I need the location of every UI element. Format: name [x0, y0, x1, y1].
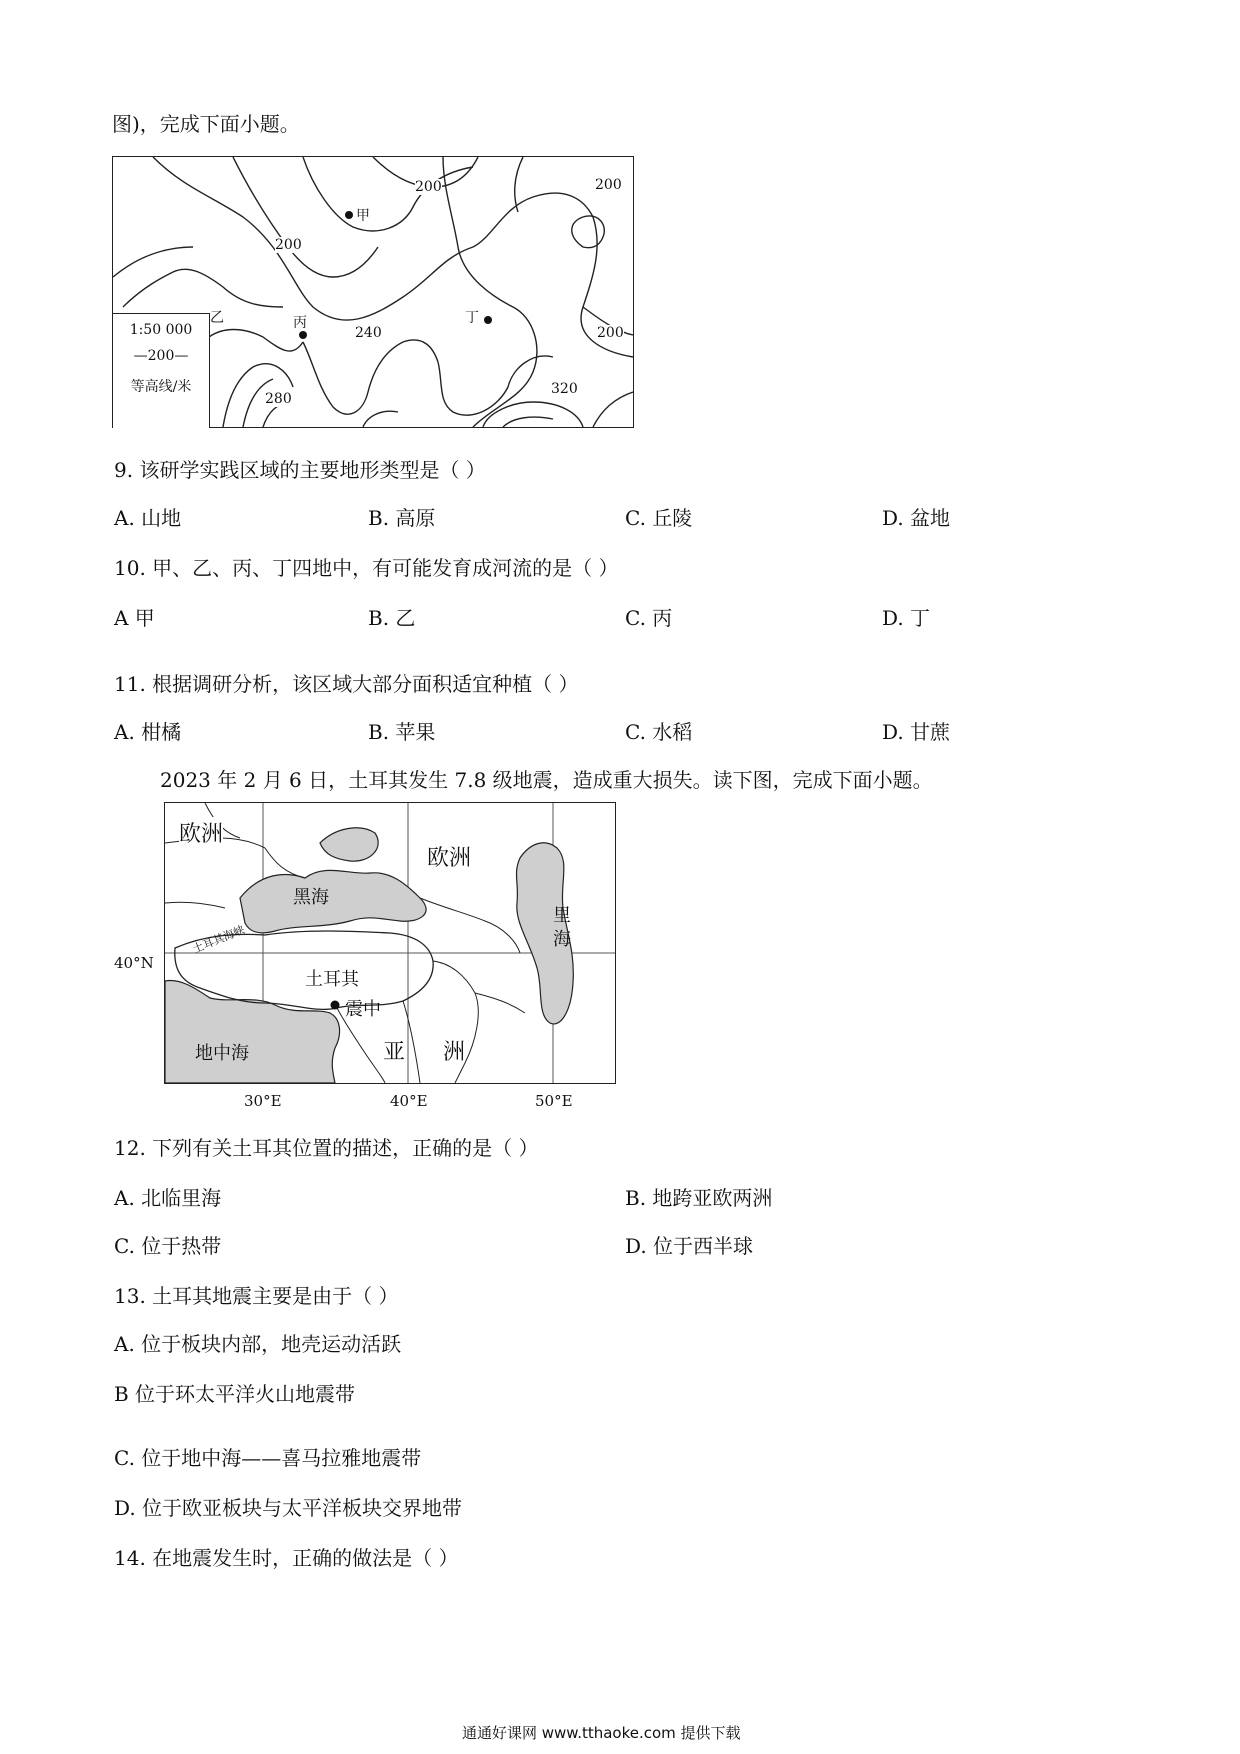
label-strait: 土耳其海峡	[190, 923, 247, 956]
lat-label: 40°N	[114, 954, 154, 972]
contour-value: 200	[275, 237, 302, 253]
label-turkey: 土耳其	[305, 969, 359, 990]
lon-label: 30°E	[244, 1092, 282, 1110]
question-stem: 9. 该研学实践区域的主要地形类型是（ ）	[114, 458, 486, 482]
footer: 通通好课网 www.tthaoke.com 提供下载	[462, 1724, 741, 1742]
option[interactable]: A. 位于板块内部，地壳运动活跃	[114, 1332, 402, 1356]
legend-sample: —200—	[133, 348, 189, 364]
lon-label: 50°E	[535, 1092, 573, 1110]
option[interactable]: C. 丘陵	[625, 506, 693, 530]
label-europe: 欧洲	[179, 817, 223, 848]
legend-caption: 等高线/米	[130, 379, 192, 395]
label-caspian: 海	[553, 929, 571, 950]
option[interactable]: D. 甘蔗	[882, 720, 951, 744]
turkey-map	[164, 802, 616, 1084]
contour-value: 200	[415, 179, 442, 195]
label-black-sea: 黑海	[293, 887, 329, 908]
question-stem: 13. 土耳其地震主要是由于（ ）	[114, 1284, 399, 1308]
option[interactable]: A 甲	[114, 606, 155, 630]
label-europe: 欧洲	[427, 841, 471, 872]
contour-value: 200	[597, 325, 624, 341]
legend-scale: 1:50 000	[129, 322, 193, 338]
contour-value: 200	[595, 177, 622, 193]
option[interactable]: B. 苹果	[368, 720, 436, 744]
label-asia: 亚	[383, 1040, 406, 1065]
option[interactable]: B. 地跨亚欧两洲	[625, 1186, 773, 1210]
contour-value: 240	[355, 325, 382, 341]
label-yi: 乙	[210, 310, 224, 326]
option[interactable]: A. 山地	[114, 506, 182, 530]
lon-label: 40°E	[390, 1092, 428, 1110]
label-mediterranean: 地中海	[195, 1043, 249, 1064]
contour-map	[112, 156, 634, 428]
option[interactable]: A. 柑橘	[114, 720, 182, 744]
question-stem: 14. 在地震发生时，正确的做法是（ ）	[114, 1546, 459, 1570]
label-asia: 洲	[443, 1040, 466, 1065]
option[interactable]: B 位于环太平洋火山地震带	[114, 1382, 356, 1406]
map-legend	[113, 313, 210, 428]
intro-text: 图)，完成下面小题。	[112, 112, 300, 136]
option[interactable]: B. 乙	[368, 606, 416, 630]
option[interactable]: A. 北临里海	[114, 1186, 222, 1210]
question-stem: 10. 甲、乙、丙、丁四地中，有可能发育成河流的是（ ）	[114, 556, 619, 580]
label-ding: 丁	[465, 310, 479, 326]
question-stem: 11. 根据调研分析，该区域大部分面积适宜种植（ ）	[114, 672, 579, 696]
label-caspian: 里	[553, 905, 571, 926]
contour-value: 320	[551, 381, 578, 397]
option[interactable]: B. 高原	[368, 506, 436, 530]
label-bing: 丙	[293, 315, 307, 331]
option[interactable]: D. 盆地	[882, 506, 951, 530]
label-epicenter: 震中	[345, 999, 381, 1020]
contour-value: 280	[265, 391, 292, 407]
label-jia: 甲	[356, 208, 370, 224]
earthquake-intro: 2023 年 2 月 6 日，土耳其发生 7.8 级地震，造成重大损失。读下图，完成下面小题。	[160, 768, 933, 792]
option[interactable]: C. 位于地中海——喜马拉雅地震带	[114, 1446, 422, 1470]
question-stem: 12. 下列有关土耳其位置的描述，正确的是（ ）	[114, 1136, 539, 1160]
option[interactable]: D. 位于欧亚板块与太平洋板块交界地带	[114, 1496, 463, 1520]
option[interactable]: D. 丁	[882, 606, 931, 630]
option[interactable]: C. 丙	[625, 606, 673, 630]
option[interactable]: D. 位于西半球	[625, 1234, 754, 1258]
option[interactable]: C. 水稻	[625, 720, 693, 744]
option[interactable]: C. 位于热带	[114, 1234, 222, 1258]
epicenter-marker	[331, 1001, 340, 1010]
